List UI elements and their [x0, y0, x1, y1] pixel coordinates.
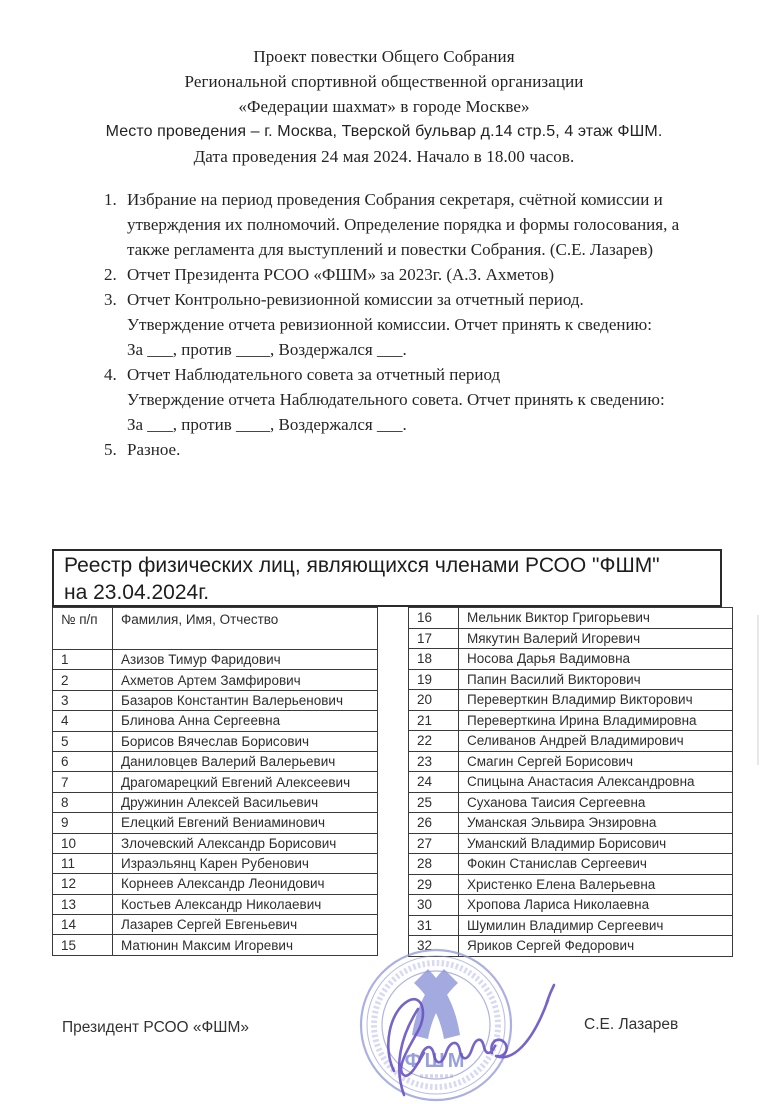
header-line-venue: Место проведения – г. Москва, Тверской бульвар д.14 стр.5, 4 этаж ФШМ. [105, 123, 663, 140]
member-number: 8 [53, 792, 113, 812]
header-line-3: «Федерации шахмат» в городе Москве» [238, 97, 530, 116]
member-number: 26 [409, 813, 459, 834]
member-row [409, 813, 733, 834]
agenda-item-2 [85, 262, 725, 287]
agenda-item-3 [85, 287, 725, 362]
member-row [409, 690, 733, 711]
member-row [409, 792, 733, 813]
member-name: Злочевский Александр Борисович [113, 833, 378, 853]
member-row [409, 608, 733, 629]
member-number: 13 [53, 894, 113, 914]
agenda-line: Избрание на период проведения Собрания секретаря, счётной комиссии и [127, 190, 663, 209]
table-header-row [53, 608, 378, 650]
registry-title-box [52, 549, 722, 607]
member-name: Мельник Виктор Григорьевич [459, 608, 733, 629]
member-number: 14 [53, 915, 113, 935]
agenda-item-text [127, 287, 725, 362]
member-name: Мякутин Валерий Игоревич [459, 628, 733, 649]
agenda-item-number: 4. [104, 365, 117, 384]
agenda-line: Отчет Контрольно-ревизионной комиссии за отчетный период. [127, 290, 584, 309]
agenda-line: Отчет Наблюдательного совета за отчетный период [127, 365, 501, 384]
member-name: Переверткин Владимир Викторович [459, 690, 733, 711]
member-number: 16 [409, 608, 459, 629]
member-name: Яриков Сергей Федорович [459, 936, 733, 957]
member-number: 12 [53, 874, 113, 894]
member-number: 2 [53, 670, 113, 690]
col-header-number: № п/п [53, 608, 113, 650]
member-name: Хропова Лариса Николаевна [459, 895, 733, 916]
member-name: Корнеев Александр Леонидович [113, 874, 378, 894]
agenda-item-5 [85, 437, 725, 462]
members-table-right [408, 607, 733, 957]
stamp-center-text: ФШМ [404, 1050, 468, 1072]
member-row [409, 915, 733, 936]
agenda-item-4 [85, 362, 725, 437]
member-row [53, 751, 378, 771]
member-number: 4 [53, 711, 113, 731]
member-row [53, 792, 378, 812]
member-name: Суханова Таисия Сергеевна [459, 792, 733, 813]
agenda-line: Разное. [127, 440, 181, 459]
member-row [409, 649, 733, 670]
member-name: Дружинин Алексей Васильевич [113, 792, 378, 812]
member-number: 10 [53, 833, 113, 853]
member-number: 17 [409, 628, 459, 649]
member-name: Спицына Анастасия Александровна [459, 772, 733, 793]
member-name: Блинова Анна Сергеевна [113, 711, 378, 731]
member-row [53, 935, 378, 955]
member-number: 15 [53, 935, 113, 955]
member-row [409, 895, 733, 916]
member-number: 28 [409, 854, 459, 875]
agenda-line: утверждения их полномочий. Определение порядка и формы голосования, а [127, 215, 680, 234]
member-number: 7 [53, 772, 113, 792]
agenda-item-text [127, 362, 725, 437]
member-row [53, 711, 378, 731]
agenda-line: также регламента для выступлений и повестки Собрания. (С.Е. Лазарев) [127, 240, 654, 259]
scan-artifact-line [757, 615, 759, 765]
member-number: 23 [409, 751, 459, 772]
agenda-item-text [127, 262, 725, 287]
member-number: 29 [409, 874, 459, 895]
member-number: 21 [409, 710, 459, 731]
agenda-item-number: 1. [104, 190, 117, 209]
member-number: 11 [53, 853, 113, 873]
member-name: Костьев Александр Николаевич [113, 894, 378, 914]
member-name: Матюнин Максим Игоревич [113, 935, 378, 955]
agenda-item-number: 2. [104, 265, 117, 284]
agenda-list [85, 187, 725, 462]
member-name: Борисов Вячеслав Борисович [113, 731, 378, 751]
member-name: Христенко Елена Валерьевна [459, 874, 733, 895]
header-line-2: Региональной спортивной общественной организации [184, 72, 584, 91]
member-number: 27 [409, 833, 459, 854]
agenda-item-number: 3. [104, 290, 117, 309]
header-line-1: Проект повестки Общего Собрания [253, 47, 515, 66]
agenda-item-1 [85, 187, 725, 262]
member-row [53, 853, 378, 873]
member-row [409, 833, 733, 854]
member-name: Израэльянц Карен Рубенович [113, 853, 378, 873]
member-row [53, 813, 378, 833]
agenda-line: За ___, против ____, Воздержался ___. [127, 340, 407, 359]
member-name: Переверткина Ирина Владимировна [459, 710, 733, 731]
agenda-line: За ___, против ____, Воздержался ___. [127, 415, 407, 434]
member-name: Азизов Тимур Фаридович [113, 650, 378, 670]
member-row [53, 894, 378, 914]
member-row [53, 731, 378, 751]
member-row [409, 628, 733, 649]
member-row [409, 669, 733, 690]
agenda-item-text [127, 187, 725, 262]
member-name: Елецкий Евгений Вениаминович [113, 813, 378, 833]
col-header-name: Фамилия, Имя, Отчество [113, 608, 378, 650]
member-name: Ахметов Артем Замфирович [113, 670, 378, 690]
member-name: Драгомарецкий Евгений Алексеевич [113, 772, 378, 792]
member-row [53, 690, 378, 710]
member-number: 24 [409, 772, 459, 793]
registry-title-line-1: Реестр физических лиц, являющихся членами РСОО "ФШМ" [64, 554, 660, 577]
member-number: 32 [409, 936, 459, 957]
member-name: Уманская Эльвира Энзировна [459, 813, 733, 834]
member-row [53, 650, 378, 670]
agenda-item-text [127, 437, 725, 462]
member-number: 1 [53, 650, 113, 670]
member-row [53, 772, 378, 792]
member-name: Уманский Владимир Борисович [459, 833, 733, 854]
member-number: 9 [53, 813, 113, 833]
registry-title [54, 551, 720, 606]
member-number: 6 [53, 751, 113, 771]
member-number: 30 [409, 895, 459, 916]
signature-icon [358, 955, 558, 1100]
member-row [53, 915, 378, 935]
member-name: Базаров Константин Валерьенович [113, 690, 378, 710]
header-line-date: Дата проведения 24 мая 2024. Начало в 18.00 часов. [193, 147, 575, 166]
agenda-line: Утверждение отчета Наблюдательного совета. Отчет принять к сведению: [127, 390, 665, 409]
member-name: Шумилин Владимир Сергеевич [459, 915, 733, 936]
member-row [409, 874, 733, 895]
member-number: 19 [409, 669, 459, 690]
member-name: Селиванов Андрей Владимирович [459, 731, 733, 752]
member-name: Лазарев Сергей Евгеньевич [113, 915, 378, 935]
member-number: 5 [53, 731, 113, 751]
member-name: Смагин Сергей Борисович [459, 751, 733, 772]
member-row [409, 772, 733, 793]
member-number: 31 [409, 915, 459, 936]
member-row [409, 710, 733, 731]
member-name: Носова Дарья Вадимовна [459, 649, 733, 670]
member-number: 20 [409, 690, 459, 711]
member-name: Даниловцев Валерий Валерьевич [113, 751, 378, 771]
member-row [53, 833, 378, 853]
member-name: Фокин Станислав Сергеевич [459, 854, 733, 875]
agenda-item-number: 5. [104, 440, 117, 459]
member-name: Папин Василий Викторович [459, 669, 733, 690]
member-number: 3 [53, 690, 113, 710]
member-number: 22 [409, 731, 459, 752]
member-row [409, 751, 733, 772]
member-row [53, 670, 378, 690]
registry-title-line-2: на 23.04.2024г. [64, 581, 210, 604]
member-number: 25 [409, 792, 459, 813]
member-row [409, 854, 733, 875]
agenda-line: Отчет Президента РСОО «ФШМ» за 2023г. (А.З. Ахметов) [127, 265, 555, 284]
president-title-label: Президент РСОО «ФШМ» [62, 1019, 250, 1036]
president-name-label: С.Е. Лазарев [584, 1016, 679, 1033]
member-row [53, 874, 378, 894]
member-row [409, 731, 733, 752]
member-number: 18 [409, 649, 459, 670]
document-header [0, 44, 768, 169]
members-table-left [52, 607, 378, 956]
agenda-line: Утверждение отчета ревизионной комиссии. Отчет принять к сведению: [127, 315, 652, 334]
